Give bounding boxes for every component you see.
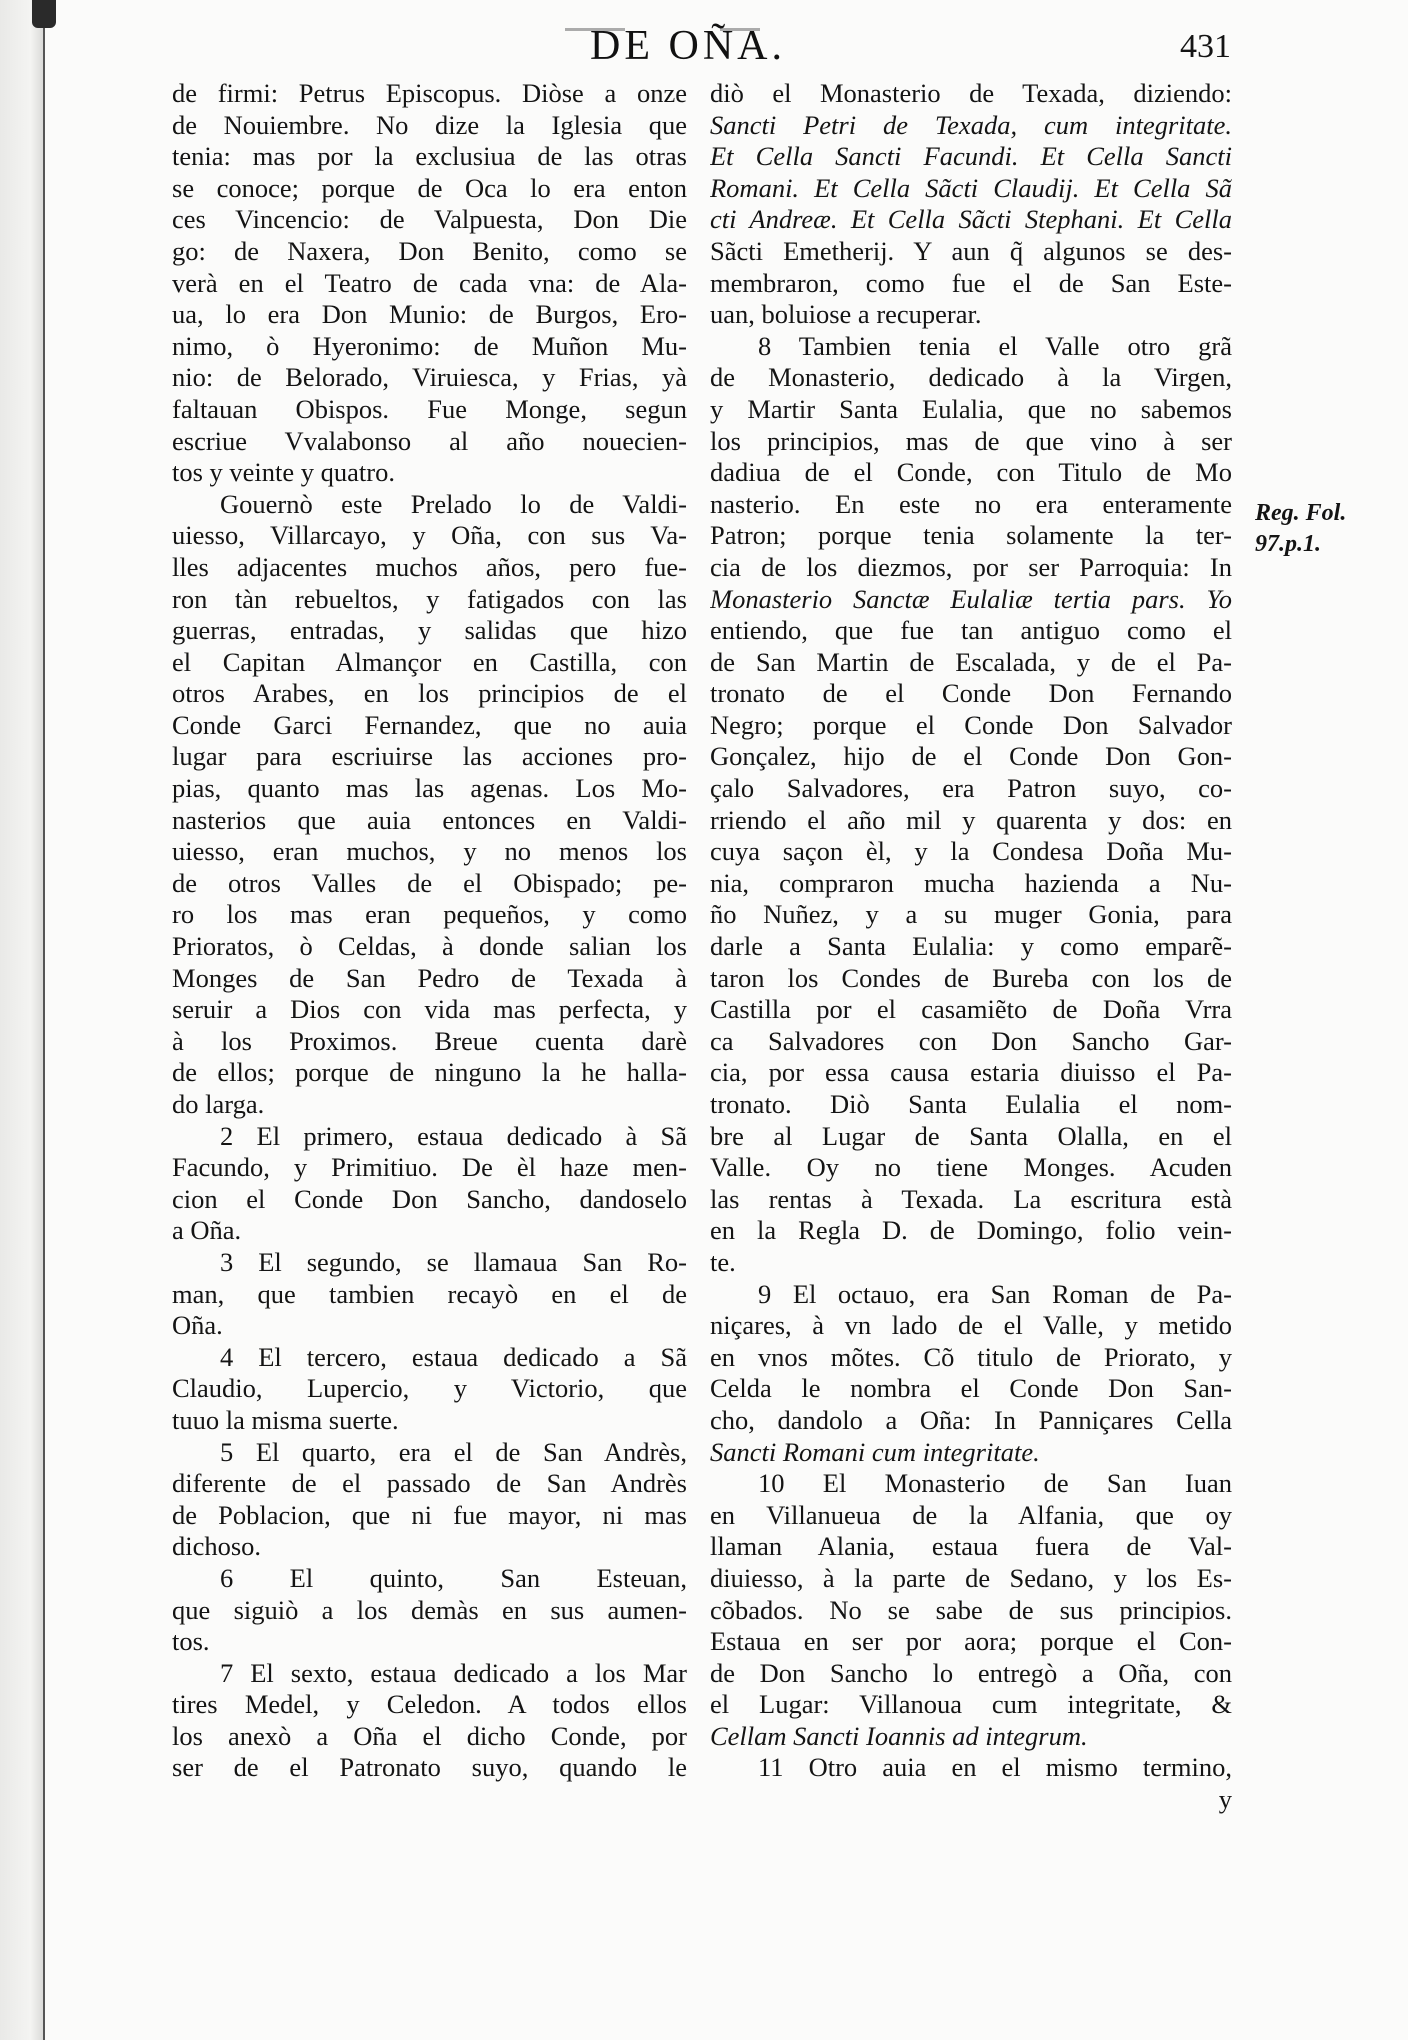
text-line: lugar para escriuirse las acciones pro-	[172, 741, 687, 772]
text-line: nimo, ò Hyeronimo: de Muñon Mu-	[172, 330, 687, 361]
text-line: ro los mas eran pequeños, y como	[172, 899, 687, 930]
text-line: nasterio. En este no era enteramente	[710, 488, 1232, 519]
page-gutter	[0, 0, 44, 2040]
text-line: Valle. Oy no tiene Monges. Acuden	[710, 1152, 1232, 1183]
text-line: dadiua de el Conde, con Titulo de Mo	[710, 457, 1232, 488]
text-line: cia de los diezmos, por ser Parroquia: In	[710, 551, 1232, 582]
binding-ribbon	[32, 0, 56, 28]
text-line: 5 El quarto, era el de San Andrès,	[220, 1436, 687, 1467]
text-line: Romani. Et Cella Sãcti Claudij. Et Cella Sã	[710, 172, 1232, 203]
text-line: tronato de el Conde Don Fernando	[710, 678, 1232, 709]
text-line: nio: de Belorado, Viruiesca, y Frias, yà	[172, 362, 687, 393]
right-text-column	[710, 78, 1232, 1816]
text-line: en Villanueua de la Alfania, que oy	[710, 1499, 1232, 1530]
text-line: darle a Santa Eulalia: y como emparẽ-	[710, 931, 1232, 962]
text-line: 2 El primero, estaua dedicado à Sã	[220, 1120, 687, 1151]
text-line: de otros Valles de el Obispado; pe-	[172, 867, 687, 898]
text-line: seruir a Dios con vida mas perfecta, y	[172, 994, 687, 1025]
text-line: çalo Salvadores, era Patron suyo, co-	[710, 773, 1232, 804]
text-line: 4 El tercero, estaua dedicado a Sã	[220, 1341, 687, 1372]
text-line: que siguiò a los demàs en sus aumen-	[172, 1594, 687, 1625]
text-line: verà en el Teatro de cada vna: de Ala-	[172, 267, 687, 298]
text-line: el Lugar: Villanoua cum integritate, &	[710, 1689, 1232, 1720]
text-line: a Oña.	[172, 1215, 242, 1246]
text-line: nia, compraron mucha hazienda a Nu-	[710, 867, 1232, 898]
text-line: Facundo, y Primitiuo. De èl haze men-	[172, 1152, 687, 1183]
margin-note-line-1: Reg. Fol.	[1255, 500, 1347, 526]
text-line: tires Medel, y Celedon. A todos ellos	[172, 1689, 687, 1720]
text-line: Gouernò este Prelado lo de Valdi-	[220, 488, 687, 519]
text-line: de firmi: Petrus Episcopus. Diòse a onze	[172, 78, 687, 108]
running-title: DE OÑA.	[590, 23, 786, 69]
text-line: ua, lo era Don Munio: de Burgos, Ero-	[172, 299, 687, 330]
text-line: uiesso, Villarcayo, y Oña, con sus Va-	[172, 520, 687, 551]
text-line: Monges de San Pedro de Texada à	[172, 962, 687, 993]
text-line: se conoce; porque de Oca lo era enton	[172, 172, 687, 203]
text-line: tuuo la misma suerte.	[172, 1404, 399, 1435]
text-line: Sancti Romani cum integritate.	[710, 1436, 1040, 1467]
text-line: Patron; porque tenia solamente la ter-	[710, 520, 1232, 551]
text-line: Celda le nombra el Conde Don San-	[710, 1373, 1232, 1404]
text-line: diò el Monasterio de Texada, diziendo:	[710, 78, 1232, 108]
text-line: Oña.	[172, 1310, 223, 1341]
text-line: en vnos mõtes. Cõ titulo de Priorato, y	[710, 1341, 1232, 1372]
text-line: 8 Tambien tenia el Valle otro grã	[758, 330, 1232, 361]
text-line: nasterios que auia entonces en Valdi-	[172, 804, 687, 835]
text-line: de Monasterio, dedicado à la Virgen,	[710, 362, 1232, 393]
text-line: Estaua en ser por aora; porque el Con-	[710, 1626, 1232, 1657]
text-line: cõbados. No se sabe de sus principios.	[710, 1594, 1232, 1625]
text-line: tenia: mas por la exclusiua de las otras	[172, 141, 687, 172]
text-line: Prioratos, ò Celdas, à donde salian los	[172, 931, 687, 962]
text-line: cho, dandolo a Oña: In Panniçares Cella	[710, 1404, 1232, 1435]
text-line: à los Proximos. Breue cuenta darè	[172, 1025, 687, 1056]
text-line: cion el Conde Don Sancho, dandoselo	[172, 1183, 687, 1214]
text-line: los principios, mas de que vino à ser	[710, 425, 1232, 456]
text-line: faltauan Obispos. Fue Monge, segun	[172, 393, 687, 424]
text-line: Gonçalez, hijo de el Conde Don Gon-	[710, 741, 1232, 772]
text-line: y Martir Santa Eulalia, que no sabemos	[710, 393, 1232, 424]
text-line: tos.	[172, 1626, 210, 1657]
text-line: diuiesso, à la parte de Sedano, y los Es-	[710, 1562, 1232, 1593]
text-line: cia, por essa causa estaria diuisso el Pa-	[710, 1057, 1232, 1088]
text-line: tronato. Diò Santa Eulalia el nom-	[710, 1089, 1232, 1119]
text-line: 6 El quinto, San Esteuan,	[220, 1562, 687, 1593]
text-line: Cellam Sancti Ioannis ad integrum.	[710, 1720, 1088, 1751]
text-line: de ellos; porque de ninguno la he halla-	[172, 1057, 687, 1088]
text-line: ser de el Patronato suyo, quando le	[172, 1752, 687, 1783]
text-line: cti Andreæ. Et Cella Sãcti Stephani. Et Cella	[710, 204, 1232, 235]
text-line: uiesso, eran muchos, y no menos los	[172, 836, 687, 867]
text-line: en la Regla D. de Domingo, folio vein-	[710, 1215, 1232, 1246]
text-line: las rentas à Texada. La escritura està	[710, 1183, 1232, 1214]
text-line: los anexò a Oña el dicho Conde, por	[172, 1720, 687, 1751]
text-line: Castilla por el casamiẽto de Doña Vrra	[710, 994, 1232, 1025]
text-line: ca Salvadores con Don Sancho Gar-	[710, 1025, 1232, 1056]
text-line: go: de Naxera, Don Benito, como se	[172, 235, 687, 266]
text-line: Claudio, Lupercio, y Victorio, que	[172, 1373, 687, 1404]
margin-note-line-2: 97.p.1.	[1255, 531, 1321, 557]
left-text-column	[172, 78, 687, 1784]
text-line: 9 El octauo, era San Roman de Pa-	[758, 1278, 1232, 1309]
text-line: rriendo el año mil y quarenta y dos: en	[710, 804, 1232, 835]
text-line: Monasterio Sanctæ Eulaliæ tertia pars. Yo	[710, 583, 1232, 614]
text-line: membraron, como fue el de San Este-	[710, 267, 1232, 298]
text-line: niçares, à vn lado de el Valle, y metido	[710, 1310, 1232, 1341]
text-line: dichoso.	[172, 1531, 262, 1562]
text-line: y	[1218, 1784, 1232, 1815]
text-line: Sancti Petri de Texada, cum integritate.	[710, 109, 1232, 140]
text-line: diferente de el passado de San Andrès	[172, 1468, 687, 1499]
text-line: el Capitan Almançor en Castilla, con	[172, 646, 687, 677]
text-line: 3 El segundo, se llamaua San Ro-	[220, 1246, 687, 1277]
margin-note	[1255, 498, 1346, 560]
text-line: tos y veinte y quatro.	[172, 457, 395, 488]
text-line: escriue Vvalabonso al año nouecien-	[172, 425, 687, 456]
text-line: man, que tambien recayò en el de	[172, 1278, 687, 1309]
text-line: cuya saçon èl, y la Condesa Doña Mu-	[710, 836, 1232, 867]
text-line: de San Martin de Escalada, y de el Pa-	[710, 646, 1232, 677]
text-line: Negro; porque el Conde Don Salvador	[710, 709, 1232, 740]
text-line: otros Arabes, en los principios de el	[172, 678, 687, 709]
text-line: 11 Otro auia en el mismo termino,	[758, 1752, 1232, 1783]
text-line: guerras, entradas, y salidas que hizo	[172, 615, 687, 646]
text-line: do larga.	[172, 1089, 265, 1119]
text-line: de Don Sancho lo entregò a Oña, con	[710, 1657, 1232, 1688]
page-number: 431	[1180, 28, 1231, 65]
text-line: 10 El Monasterio de San Iuan	[758, 1468, 1232, 1499]
text-line: Et Cella Sancti Facundi. Et Cella Sancti	[710, 141, 1232, 172]
text-line: llaman Alania, estaua fuera de Val-	[710, 1531, 1232, 1562]
page-edge-line	[43, 25, 45, 2040]
text-line: taron los Condes de Bureba con los de	[710, 962, 1232, 993]
text-line: entiendo, que fue tan antiguo como el	[710, 615, 1232, 646]
text-line: de Poblacion, que ni fue mayor, ni mas	[172, 1499, 687, 1530]
text-line: ces Vincencio: de Valpuesta, Don Die	[172, 204, 687, 235]
text-line: uan, boluiose a recuperar.	[710, 299, 982, 330]
text-line: Conde Garci Fernandez, que no auia	[172, 709, 687, 740]
text-line: lles adjacentes muchos años, pero fue-	[172, 551, 687, 582]
text-line: ño Nuñez, y a su muger Gonia, para	[710, 899, 1232, 930]
text-line: bre al Lugar de Santa Olalla, en el	[710, 1120, 1232, 1151]
text-line: Sãcti Emetherij. Y aun q̃ algunos se des-	[710, 235, 1232, 266]
text-line: de Nouiembre. No dize la Iglesia que	[172, 109, 687, 140]
text-line: te.	[710, 1246, 736, 1277]
text-line: 7 El sexto, estaua dedicado a los Mar	[220, 1657, 687, 1688]
text-line: pias, quanto mas las agenas. Los Mo-	[172, 773, 687, 804]
text-line: ron tàn rebueltos, y fatigados con las	[172, 583, 687, 614]
